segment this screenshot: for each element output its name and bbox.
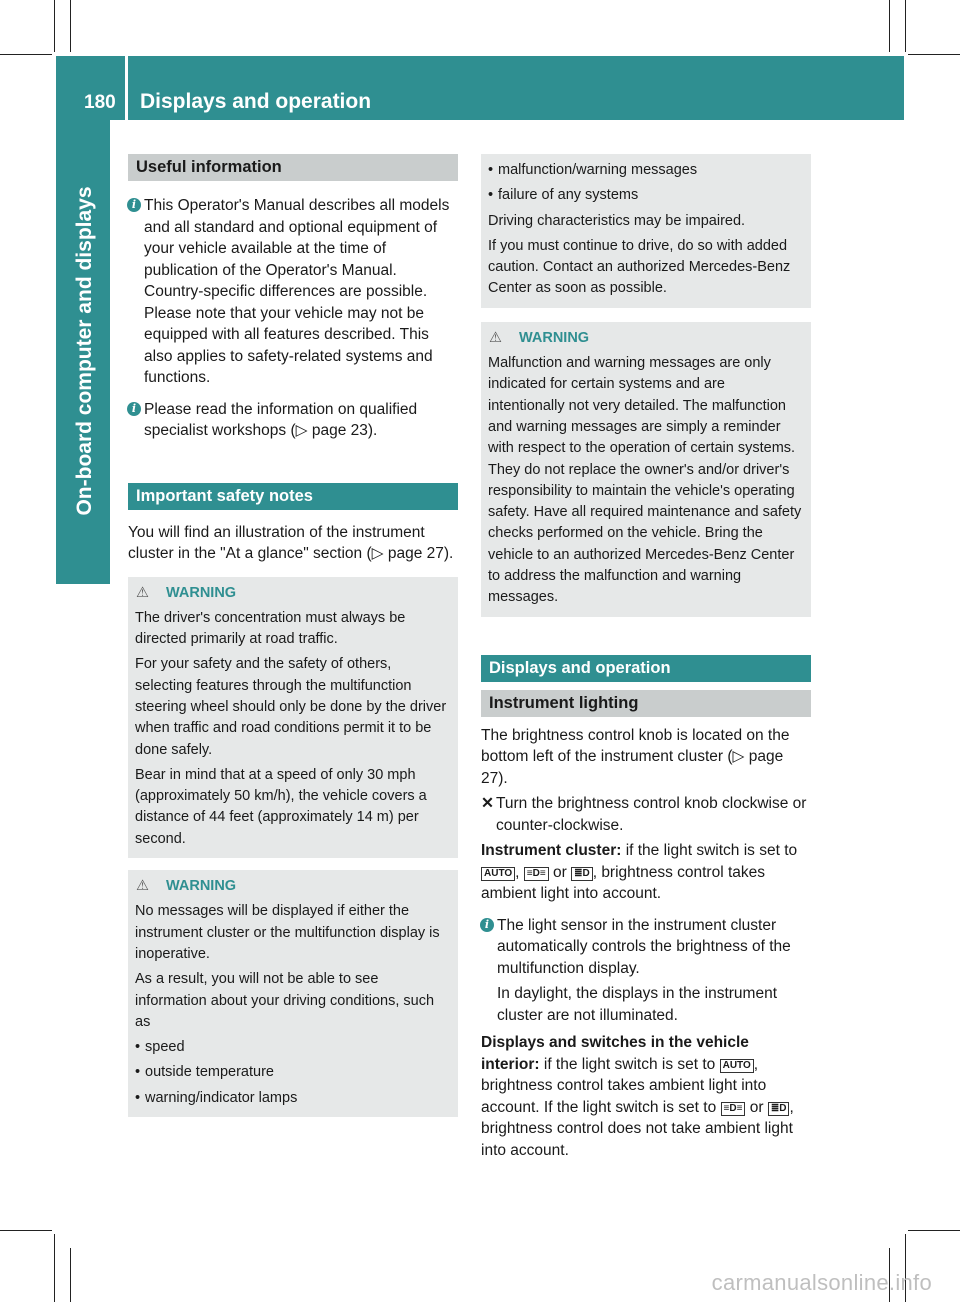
crop-mark [905,0,906,52]
warning-title [135,583,451,604]
warning-box [128,870,458,1117]
warning-text: As a result, you will not be able to see information about your driving conditions, such as [135,971,435,1030]
warning-triangle-icon: ⚠ [136,878,149,895]
crop-mark [0,1230,52,1231]
warning-text: Driving characteristics may be impaired. [488,212,746,229]
auto-light-icon: AUTO [720,1059,754,1073]
warning-title-text: WARNING [166,878,237,895]
cluster-text: or [548,863,572,881]
warning-text: Bear in mind that at a speed of only 30 mph (approximately 50 km/h), the vehicle covers a distance of 44 feet (approximately 14 m) per second. [135,766,427,847]
warning-box [481,322,811,617]
list-item: • malfunction/warning messages [488,160,804,181]
warning-text: For your safety and the safety of others, selecting features through the multifunction steering wheel should only be done by the driver when traffic and road conditions permit it to be done safely. [135,656,447,758]
warning-title-text: WARNING [519,329,590,346]
warning-triangle-icon: ⚠ [136,584,149,601]
interior-text: , brightness control takes ambient light into account. If the light switch is set to [481,1055,767,1116]
interior-label: Displays and switches in the vehicle interior: [481,1034,749,1073]
interior-text: , brightness control does not take ambient light into account. [481,1098,794,1159]
info-icon: i [127,402,141,416]
displays-operation-heading: Displays and operation [481,655,811,682]
list-item: • speed [135,1037,451,1058]
cluster-paragraph [481,840,811,905]
warning-text: The driver's concentration must always be directed primarily at road traffic. [135,609,406,648]
info-text: The light sensor in the instrument cluster automatically controls the brightness of the multifunction display. [497,916,791,977]
crop-mark [70,0,71,52]
warning-box [128,577,458,859]
interior-text: if the light switch is set to [539,1055,720,1073]
instruction-step [481,793,811,836]
info-note [128,195,458,389]
step-text: Turn the brightness control knob clockwise or counter-clockwise. [496,795,807,834]
warning-text: If you must continue to drive, do so with added caution. Contact an authorized Mercedes-Benz Center as soon as possible. [488,237,791,297]
crop-mark [0,54,52,55]
lighting-paragraph: The brightness control knob is located on the bottom left of the instrument cluster (▷ page 27). [481,726,790,787]
interior-paragraph [481,1032,811,1161]
low-beam-icon: ≣D [768,1102,790,1116]
crop-mark [908,54,960,55]
info-text: This Operator's Manual describes all models and all standard and optional equipment of your vehicle available at the time of publication of the Operator's Manual. Country-specific differences are possible. Please note that your vehicle may not be equipped with all features described. This also applies to safety-related systems and functions. [144,197,450,386]
parking-light-icon: ≡D≡ [721,1102,746,1116]
warning-title [135,876,451,897]
auto-light-icon: AUTO [481,867,515,881]
crop-mark [70,1248,71,1302]
info-icon: i [480,918,494,932]
warning-text: No messages will be displayed if either the instrument cluster or the multifunction display is inoperative. [135,903,440,962]
warning-text: Malfunction and warning messages are only indicated for certain systems and are intentionally not very detailed. The malfunction and warning messages are simply a reminder with respect to the operation of certain systems. They do not replace the owner's and/or driver's responsibility to maintain the vehicle's operating safety. Have all required maintenance and safety checks performed on the vehicle. Bring the vehicle to an authorized Mercedes-Benz Center to address the malfunction and warning messages. [488,355,802,606]
interior-text: or [745,1098,768,1116]
cluster-text: , brightness control takes ambient light into account. [481,863,766,903]
page-title: Displays and operation [140,90,372,113]
list-item: • outside temperature [135,1062,451,1083]
page-number: 180 [84,92,116,113]
right-column [481,154,811,1161]
info-icon: i [127,198,141,212]
cluster-label: Instrument cluster: [481,842,622,860]
list-item: • warning/indicator lamps [135,1088,451,1109]
safety-notes-heading: Important safety notes [128,483,458,510]
warning-triangle-icon: ⚠ [489,329,502,346]
crop-mark [54,1234,55,1302]
info-text: In daylight, the displays in the instrument cluster are not illuminated. [497,985,778,1024]
header-separator [125,56,128,120]
cluster-text: , [515,863,524,881]
info-note [481,915,811,1027]
side-tab-label: On-board computer and displays [73,186,96,516]
crop-mark [54,0,55,52]
low-beam-icon: ≣D [571,867,593,881]
warning-box-continued [481,154,811,308]
info-text: Please read the information on qualified specialist workshops (▷ page 23). [144,400,418,439]
warning-title-text: WARNING [166,584,237,601]
list-item: • failure of any systems [488,185,804,206]
instrument-lighting-heading: Instrument lighting [481,690,811,717]
watermark: carmanualsonline.info [711,1270,932,1295]
safety-paragraph: You will find an illustration of the instrument cluster in the "At a glance" section (▷ page 27). [128,523,454,562]
info-note [128,399,458,442]
crop-mark [889,0,890,52]
parking-light-icon: ≡D≡ [524,867,549,881]
cluster-text: if the light switch is set to [621,842,798,860]
warning-title [488,328,804,349]
step-marker-icon: ✕ [481,795,494,813]
useful-info-heading: Useful information [128,154,458,181]
left-column [128,154,458,1117]
crop-mark [908,1230,960,1231]
